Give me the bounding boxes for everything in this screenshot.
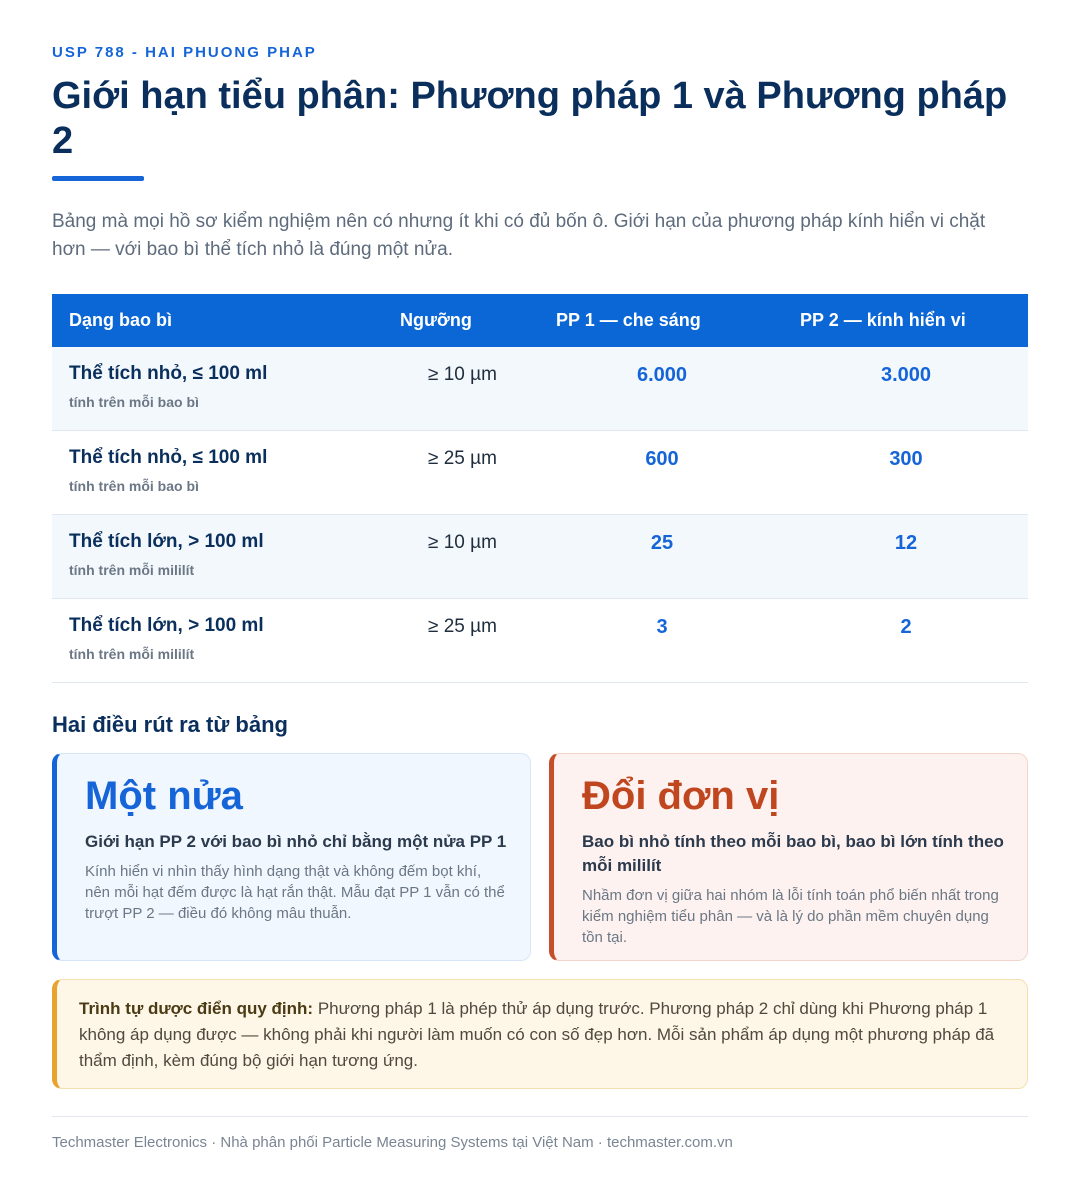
row-threshold: ≥ 10 µm <box>428 364 497 385</box>
row-pp2-limit: 2 <box>900 616 912 638</box>
row-pp1-limit: 3 <box>656 616 668 638</box>
row-pack: Thể tích nhỏ, ≤ 100 ml <box>69 363 268 384</box>
row-basis: tính trên mỗi bao bì <box>69 478 199 494</box>
card-headline: Đổi đơn vị <box>582 774 780 818</box>
table-row <box>52 599 1028 683</box>
takeaway-card-units <box>549 753 1028 961</box>
pharmacopoeia-note <box>52 979 1028 1089</box>
row-pack: Thể tích nhỏ, ≤ 100 ml <box>69 447 268 468</box>
card-body: Nhầm đơn vị giữa hai nhóm là lỗi tính toán phổ biến nhất trong kiểm nghiệm tiểu phân — và là lý do phần mềm chuyên dụng tồn tại. <box>582 887 999 946</box>
row-pack: Thể tích lớn, > 100 ml <box>69 615 264 636</box>
title-underline <box>52 176 144 181</box>
table-row <box>52 431 1028 515</box>
note-label: Trình tự dược điển quy định: <box>79 999 314 1018</box>
table-row <box>52 347 1028 431</box>
row-basis: tính trên mỗi mililít <box>69 646 195 662</box>
row-pp2-limit: 300 <box>889 448 923 470</box>
limits-table <box>52 294 1028 683</box>
col-header-pp2: PP 2 — kính hiển vi <box>800 310 966 330</box>
card-headline: Một nửa <box>85 774 243 818</box>
row-threshold: ≥ 10 µm <box>428 532 497 553</box>
card-lead: Bao bì nhỏ tính theo mỗi bao bì, bao bì lớn tính theo mỗi mililít <box>582 832 1004 875</box>
page-title: Giới hạn tiểu phân: Phương pháp 1 và Phương pháp 2 <box>52 75 1008 162</box>
note-text: Phương pháp 1 là phép thử áp dụng trước. Phương pháp 2 chỉ dùng khi Phương pháp 1 không áp dụng được — không phải khi người làm muốn có con số đẹp hơn. Mỗi sản phẩm áp dụng một phương pháp đã thẩm định, kèm đúng bộ giới hạn tương ứng. <box>79 999 995 1070</box>
row-pack: Thể tích lớn, > 100 ml <box>69 531 264 552</box>
col-header-pp1: PP 1 — che sáng <box>556 310 701 330</box>
col-header-pack: Dạng bao bì <box>69 310 172 330</box>
footer-divider <box>52 1116 1028 1117</box>
card-lead: Giới hạn PP 2 với bao bì nhỏ chỉ bằng một nửa PP 1 <box>85 832 507 851</box>
row-threshold: ≥ 25 µm <box>428 448 497 469</box>
row-threshold: ≥ 25 µm <box>428 616 497 637</box>
takeaways-heading: Hai điều rút ra từ bảng <box>52 712 288 737</box>
row-pp1-limit: 6.000 <box>636 364 688 386</box>
footer-text: Techmaster Electronics · Nhà phân phối Particle Measuring Systems tại Việt Nam · techmaster.com.vn <box>52 1134 733 1151</box>
row-basis: tính trên mỗi mililít <box>69 562 195 578</box>
row-pp1-limit: 25 <box>650 532 674 554</box>
row-basis: tính trên mỗi bao bì <box>69 394 199 410</box>
row-pp2-limit: 3.000 <box>880 364 932 386</box>
eyebrow: USP 788 - HAI PHUONG PHAP <box>52 44 317 61</box>
table-row <box>52 515 1028 599</box>
intro-text: Bảng mà mọi hồ sơ kiểm nghiệm nên có nhưng ít khi có đủ bốn ô. Giới hạn của phương pháp kính hiển vi chặt hơn — với bao bì thể tích nhỏ là đúng một nửa. <box>52 211 986 260</box>
table-header <box>52 294 1028 347</box>
row-pp2-limit: 12 <box>894 532 918 554</box>
col-header-threshold: Ngưỡng <box>400 310 472 330</box>
row-pp1-limit: 600 <box>645 448 679 470</box>
takeaway-card-half <box>52 753 531 961</box>
card-body: Kính hiển vi nhìn thấy hình dạng thật và không đếm bọt khí, nên mỗi hạt đếm được là hạt rắn thật. Mẫu đạt PP 1 vẫn có thể trượt PP 2 — điều đó không mâu thuẫn. <box>85 863 505 922</box>
